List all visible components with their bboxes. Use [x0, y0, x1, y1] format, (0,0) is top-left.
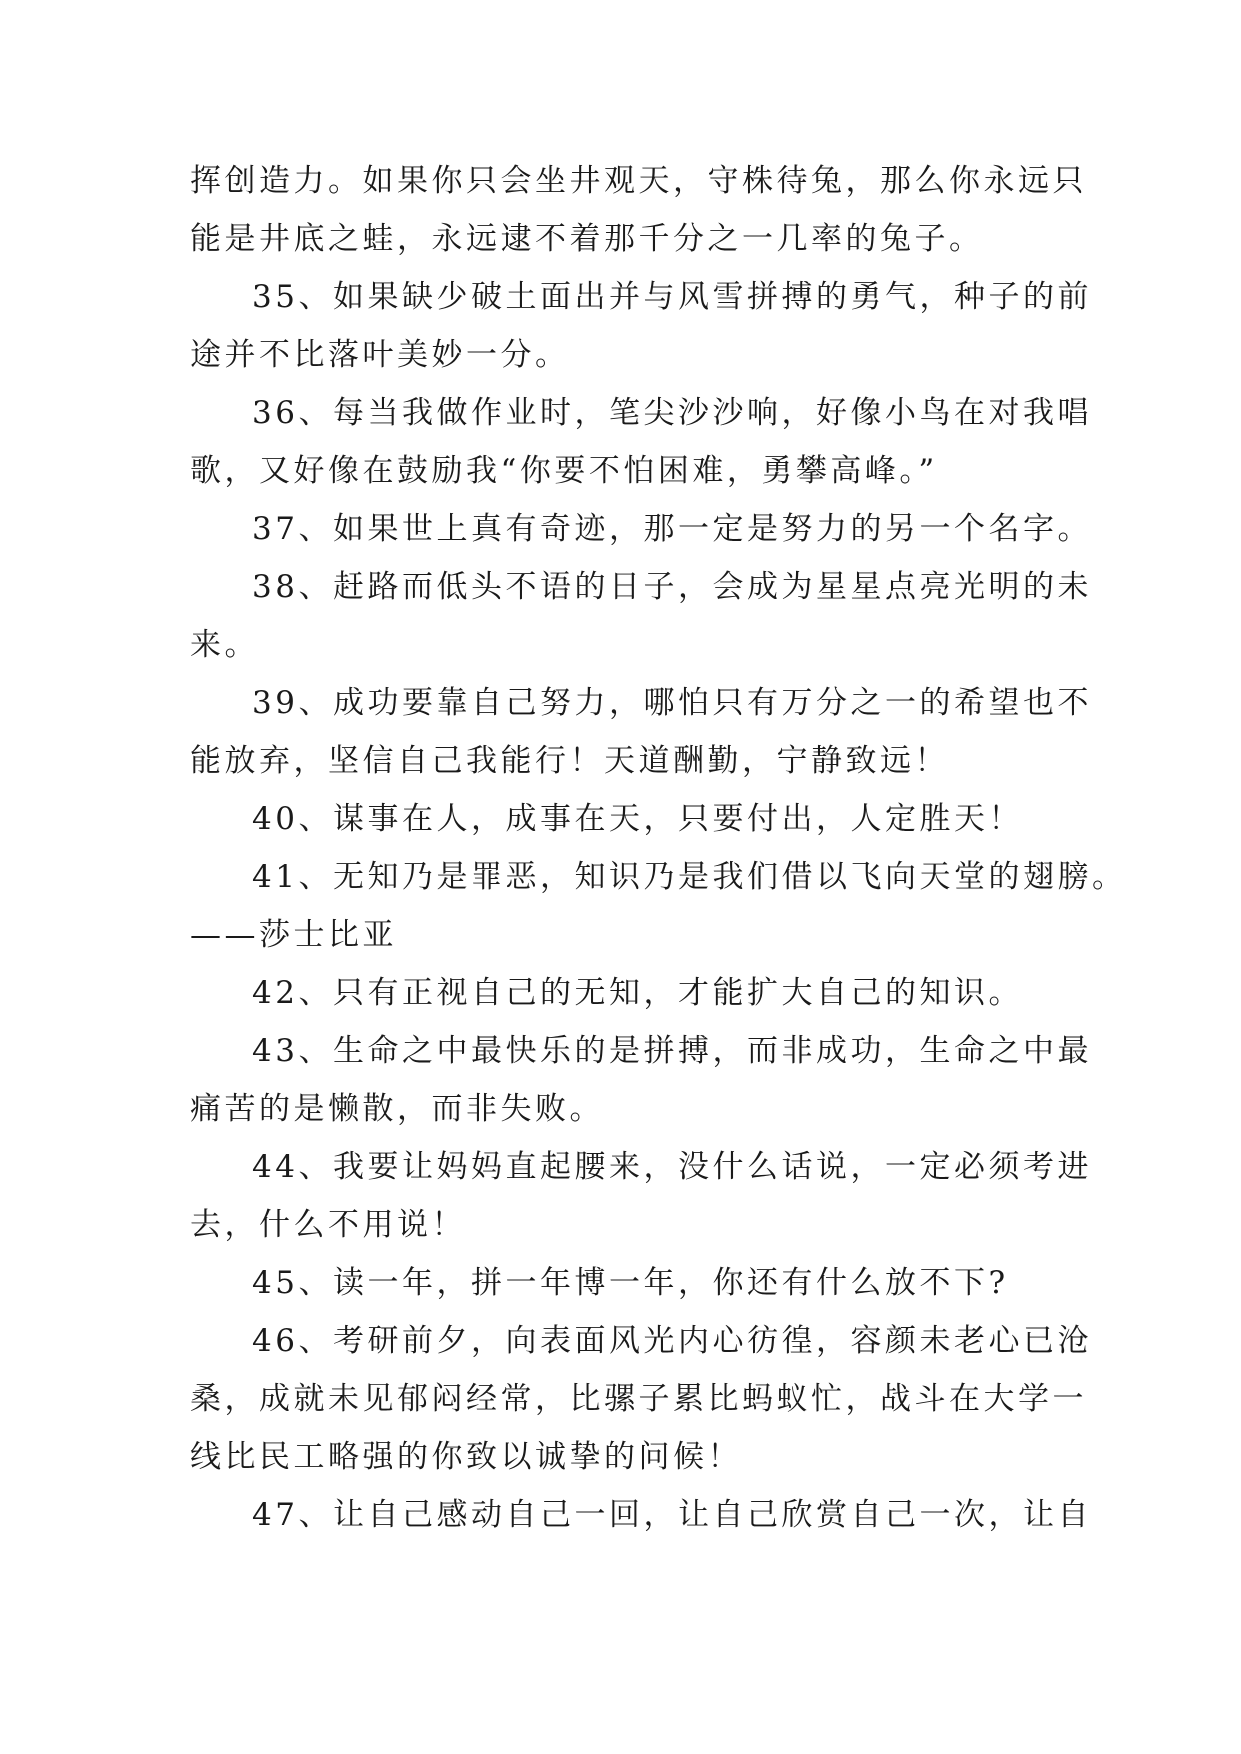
text-line: 挥创造力。如果你只会坐井观天，守株待兔，那么你永远只 [190, 163, 1087, 199]
text-line: 46、考研前夕，向表面风光内心彷徨，容颜未老心已沧 [252, 1323, 1092, 1359]
text-line: 45、读一年，拼一年博一年，你还有什么放不下? [252, 1265, 1009, 1301]
text-line: 43、生命之中最快乐的是拼搏，而非成功，生命之中最 [252, 1033, 1092, 1069]
text-line: 去，什么不用说！ [190, 1207, 466, 1243]
text-line: 线比民工略强的你致以诚挚的问候！ [190, 1439, 742, 1475]
paragraph-40 [190, 790, 1070, 848]
text-line: 44、我要让妈妈直起腰来，没什么话说，一定必须考进 [252, 1149, 1092, 1185]
text-line: 41、无知乃是罪恶，知识乃是我们借以飞向天堂的翅膀。 [252, 859, 1127, 895]
paragraph-45 [190, 1254, 1070, 1312]
document-body [190, 152, 1127, 1544]
text-line: 36、每当我做作业时，笔尖沙沙响，好像小鸟在对我唱 [252, 395, 1092, 431]
text-line: ——莎士比亚 [190, 917, 397, 953]
paragraph-43 [190, 1022, 1092, 1138]
text-line: 痛苦的是懒散，而非失败。 [190, 1091, 604, 1127]
paragraph-34-continued [190, 152, 1087, 268]
paragraph-46 [190, 1312, 1092, 1486]
text-line: 37、如果世上真有奇迹，那一定是努力的另一个名字。 [252, 511, 1092, 547]
text-line: 能放弃，坚信自己我能行！天道酬勤，宁静致远！ [190, 743, 949, 779]
text-line: 40、谋事在人，成事在天，只要付出，人定胜天！ [252, 801, 1023, 837]
paragraph-42 [190, 964, 1070, 1022]
paragraph-37 [190, 500, 1092, 558]
paragraph-36 [190, 384, 1092, 500]
text-line: 歌，又好像在鼓励我“你要不怕困难，勇攀高峰。” [190, 453, 938, 489]
paragraph-47 [190, 1486, 1092, 1544]
text-line: 47、让自己感动自己一回，让自己欣赏自己一次，让自 [252, 1497, 1092, 1533]
paragraph-39 [190, 674, 1092, 790]
text-line: 35、如果缺少破土面出并与风雪拼搏的勇气，种子的前 [252, 279, 1092, 315]
text-line: 42、只有正视自己的无知，才能扩大自己的知识。 [252, 975, 1023, 1011]
paragraph-44 [190, 1138, 1092, 1254]
text-line: 途并不比落叶美妙一分。 [190, 337, 570, 373]
paragraph-35 [190, 268, 1092, 384]
paragraph-41 [190, 848, 1127, 964]
text-line: 桑，成就未见郁闷经常，比骡子累比蚂蚁忙，战斗在大学一 [190, 1381, 1087, 1417]
text-line: 来。 [190, 627, 259, 663]
paragraph-38 [190, 558, 1092, 674]
text-line: 38、赶路而低头不语的日子，会成为星星点亮光明的未 [252, 569, 1092, 605]
text-line: 39、成功要靠自己努力，哪怕只有万分之一的希望也不 [252, 685, 1092, 721]
text-line: 能是井底之蛙，永远逮不着那千分之一几率的兔子。 [190, 221, 984, 257]
